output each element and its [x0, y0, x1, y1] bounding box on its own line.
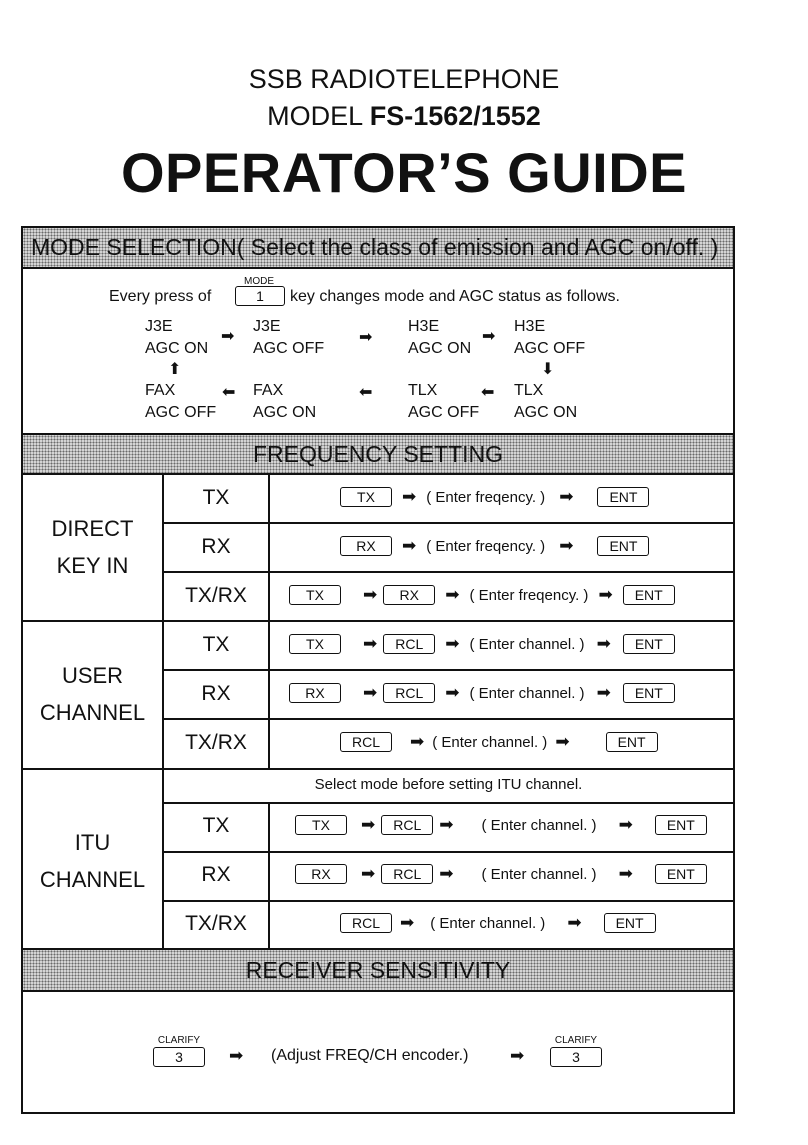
right-arrow-icon: ➡	[445, 683, 460, 702]
row-label-rx: RX	[201, 682, 231, 705]
right-arrow-icon: ➡	[359, 329, 373, 346]
itu-txrx-sequence	[340, 913, 656, 933]
model-line	[0, 101, 808, 132]
frequency-setting-heading: FREQUENCY SETTING	[23, 435, 733, 475]
ent-key[interactable]: ENT	[655, 815, 707, 835]
tx-key[interactable]: TX	[289, 634, 341, 654]
right-arrow-icon: ➡	[363, 634, 378, 653]
right-arrow-icon: ➡	[363, 585, 378, 604]
mode-key[interactable]: 1	[235, 286, 285, 306]
action-text: ( Enter channel. )	[481, 816, 597, 834]
row-label-txrx: TX/RX	[185, 731, 247, 754]
row-label-tx: TX	[202, 633, 230, 656]
direct-tx-sequence	[340, 487, 649, 507]
clarify-key-label: CLARIFY	[554, 1035, 598, 1046]
action-text: ( Enter channel. )	[432, 733, 548, 751]
right-arrow-icon: ➡	[402, 487, 417, 506]
itu-tx-sequence	[295, 815, 707, 835]
model-number: FS-1562/1552	[369, 101, 541, 131]
mode-j3e-agc-on: J3E AGC ON	[145, 318, 209, 357]
right-arrow-icon: ➡	[596, 683, 611, 702]
right-arrow-icon: ➡	[439, 815, 454, 834]
direct-rx-sequence	[340, 536, 649, 556]
row-label-rx: RX	[201, 535, 231, 558]
right-arrow-icon: ➡	[618, 864, 633, 883]
ent-key[interactable]: ENT	[623, 585, 675, 605]
tx-key[interactable]: TX	[295, 815, 347, 835]
mode-key-label: MODE	[244, 276, 274, 287]
row-label-txrx: TX/RX	[185, 912, 247, 935]
action-text: ( Enter channel. )	[481, 865, 597, 883]
action-text: ( Enter channel. )	[430, 914, 546, 932]
rx-key[interactable]: RX	[383, 585, 435, 605]
left-arrow-icon: ⬅	[481, 384, 495, 401]
mode-tlx-agc-on: TLX AGC ON	[514, 382, 578, 421]
right-arrow-icon: ➡	[510, 1046, 525, 1065]
right-arrow-icon: ➡	[559, 536, 574, 555]
right-arrow-icon: ➡	[221, 328, 235, 345]
right-arrow-icon: ➡	[567, 913, 582, 932]
model-prefix: MODEL	[267, 101, 363, 131]
right-arrow-icon: ➡	[410, 732, 425, 751]
user-rx-sequence	[289, 683, 675, 703]
right-arrow-icon: ➡	[559, 487, 574, 506]
receiver-sensitivity-heading: RECEIVER SENSITIVITY	[23, 950, 733, 992]
rx-key[interactable]: RX	[340, 536, 392, 556]
clarify-key[interactable]: 3	[153, 1047, 205, 1067]
mode-intro-after: key changes mode and AGC status as follows.	[290, 288, 620, 305]
tx-key[interactable]: TX	[289, 585, 341, 605]
ent-key[interactable]: ENT	[623, 634, 675, 654]
up-arrow-icon: ⬆	[168, 361, 182, 378]
tx-key[interactable]: TX	[340, 487, 392, 507]
right-arrow-icon: ➡	[363, 683, 378, 702]
row-label-txrx: TX/RX	[185, 584, 247, 607]
clarify-key[interactable]: 3	[550, 1047, 602, 1067]
ent-key[interactable]: ENT	[655, 864, 707, 884]
mode-selection-heading: MODE SELECTION( Select the class of emission and AGC on/off. )	[23, 228, 733, 269]
action-text: ( Enter freqency. )	[426, 488, 546, 506]
itu-note: Select mode before setting ITU channel.	[314, 776, 583, 793]
right-arrow-icon: ➡	[618, 815, 633, 834]
ent-key[interactable]: ENT	[597, 487, 649, 507]
group-direct-key-in: DIRECT KEY IN	[51, 516, 134, 578]
right-arrow-icon: ➡	[361, 864, 376, 883]
rcl-key[interactable]: RCL	[381, 815, 433, 835]
action-text: ( Enter channel. )	[469, 635, 585, 653]
rx-key[interactable]: RX	[295, 864, 347, 884]
user-tx-sequence	[289, 634, 675, 654]
right-arrow-icon: ➡	[445, 634, 460, 653]
right-arrow-icon: ➡	[482, 328, 496, 345]
group-itu-channel: ITU CHANNEL	[39, 830, 146, 892]
ent-key[interactable]: ENT	[604, 913, 656, 933]
right-arrow-icon: ➡	[596, 634, 611, 653]
row-label-tx: TX	[202, 486, 230, 509]
rx-key[interactable]: RX	[289, 683, 341, 703]
guide-frame	[21, 226, 735, 1114]
rcl-key[interactable]: RCL	[383, 683, 435, 703]
mode-tlx-agc-off: TLX AGC OFF	[408, 382, 480, 421]
right-arrow-icon: ➡	[445, 585, 460, 604]
right-arrow-icon: ➡	[400, 913, 415, 932]
down-arrow-icon: ⬇	[541, 361, 555, 378]
action-text: ( Enter channel. )	[469, 684, 585, 702]
right-arrow-icon: ➡	[598, 585, 613, 604]
mode-fax-agc-on: FAX AGC ON	[253, 382, 317, 421]
row-label-rx: RX	[201, 863, 231, 886]
right-arrow-icon: ➡	[361, 815, 376, 834]
action-text: ( Enter freqency. )	[469, 586, 589, 604]
mode-h3e-agc-off: H3E AGC OFF	[514, 318, 586, 357]
subtitle-ssb-radiotelephone: SSB RADIOTELEPHONE	[248, 64, 560, 94]
ent-key[interactable]: ENT	[623, 683, 675, 703]
group-user-channel: USER CHANNEL	[39, 663, 146, 725]
itu-rx-sequence	[295, 864, 707, 884]
ent-key[interactable]: ENT	[597, 536, 649, 556]
rcl-key[interactable]: RCL	[383, 634, 435, 654]
ent-key[interactable]: ENT	[606, 732, 658, 752]
mode-intro-before: Every press of	[109, 288, 212, 305]
right-arrow-icon: ➡	[402, 536, 417, 555]
rcl-key[interactable]: RCL	[340, 732, 392, 752]
mode-j3e-agc-off: J3E AGC OFF	[253, 318, 325, 357]
left-arrow-icon: ⬅	[222, 384, 236, 401]
rcl-key[interactable]: RCL	[340, 913, 392, 933]
action-text: ( Enter freqency. )	[426, 537, 546, 555]
left-arrow-icon: ⬅	[359, 384, 373, 401]
receiver-action-text: (Adjust FREQ/CH encoder.)	[271, 1047, 469, 1064]
mode-h3e-agc-on: H3E AGC ON	[408, 318, 472, 357]
right-arrow-icon: ➡	[229, 1046, 244, 1065]
row-label-tx: TX	[202, 814, 230, 837]
right-arrow-icon: ➡	[555, 732, 570, 751]
mode-fax-agc-off: FAX AGC OFF	[145, 382, 217, 421]
direct-txrx-sequence	[289, 585, 675, 605]
clarify-key-label: CLARIFY	[157, 1035, 201, 1046]
rcl-key[interactable]: RCL	[381, 864, 433, 884]
user-txrx-sequence	[340, 732, 658, 752]
page-title: OPERATOR’S GUIDE	[120, 141, 687, 204]
right-arrow-icon: ➡	[439, 864, 454, 883]
